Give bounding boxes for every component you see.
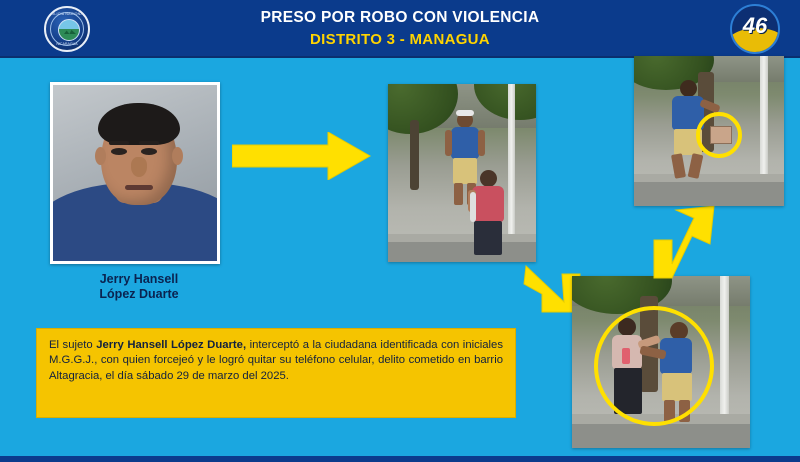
- page-title: PRESO POR ROBO CON VIOLENCIA: [260, 9, 540, 26]
- channel-46-logo-icon: [730, 4, 780, 54]
- crest-top-text: POLICIA NACIONAL: [48, 12, 86, 16]
- scene2-suspect-leg-right: [688, 153, 704, 179]
- mugshot-hair: [98, 103, 180, 145]
- yellow-circle-on-struggle: [594, 306, 714, 426]
- mugshot-brow-right: [139, 141, 159, 145]
- yellow-circle-on-phone: [696, 112, 742, 158]
- scene1-victim-shirt: [472, 186, 504, 222]
- logo-number: 46: [742, 13, 768, 38]
- arrow-mugshot-to-scene1: [232, 132, 372, 180]
- header-bar: [0, 0, 800, 58]
- page-subtitle: DISTRITO 3 - MANAGUA: [310, 31, 490, 48]
- scene2-suspect-head: [680, 80, 697, 97]
- mugshot-mouth: [125, 185, 153, 190]
- mugshot-ear-right: [172, 147, 183, 165]
- scene1-suspect-arm-left: [445, 130, 452, 156]
- mugshot-ear-left: [95, 147, 106, 165]
- arrow-scene2-to-scene3: [640, 204, 720, 280]
- scene1-suspect-shirt: [451, 127, 479, 159]
- arrow-up-right-icon: [640, 204, 720, 280]
- mugshot-image: [53, 85, 217, 261]
- scene1-curb: [388, 234, 536, 242]
- case-text-suspect-name: Jerry Hansell López Duarte,: [96, 339, 247, 351]
- scene1-tree-trunk: [410, 120, 419, 190]
- scene1-suspect-leg-left: [454, 183, 463, 205]
- case-description-text: [37, 329, 515, 384]
- scene2-suspect-leg-left: [671, 153, 686, 179]
- case-text-part-1: El sujeto: [49, 339, 97, 351]
- scene-photo-struggle: [572, 276, 750, 448]
- mugshot-eye-right: [141, 148, 157, 155]
- suspect-name-caption: [44, 272, 234, 302]
- scene2-road: [634, 182, 784, 206]
- mugshot-eye-left: [111, 148, 127, 155]
- case-description-box: [36, 328, 516, 418]
- scene3-road: [572, 424, 750, 448]
- police-crest-icon: [44, 6, 90, 52]
- crest-bottom-text: NICARAGUA: [56, 42, 78, 46]
- scene1-suspect-arm-right: [478, 130, 485, 156]
- scene1-victim-bag-strap: [470, 192, 476, 222]
- suspect-name-line-2: López Duarte: [99, 287, 179, 301]
- scene-photo-fleeing: [634, 56, 784, 206]
- scene1-suspect-cap: [456, 110, 474, 116]
- scene1-road: [388, 242, 536, 262]
- case-text-part-2: interceptó a la ciudadana identificada con iniciales M.G.G.J., con quien forcejeó y le logró quitar su teléfono celular, delito cometido en barrio Altagracia, el día sábado 29 de marzo del 2025.: [49, 339, 503, 382]
- scene1-victim-figure: [466, 170, 512, 262]
- scene-photo-approach: [388, 84, 536, 262]
- suspect-mugshot: [50, 82, 220, 264]
- scene1-victim-head: [480, 170, 497, 187]
- arrow-right-icon: [232, 132, 372, 180]
- crest-inner-emblem: [58, 19, 80, 41]
- mugshot-brow-left: [109, 141, 129, 145]
- mugshot-nose: [131, 157, 147, 177]
- suspect-name-line-1: Jerry Hansell: [99, 272, 179, 286]
- bottom-strip: [0, 456, 800, 462]
- scene1-victim-pants: [474, 221, 502, 255]
